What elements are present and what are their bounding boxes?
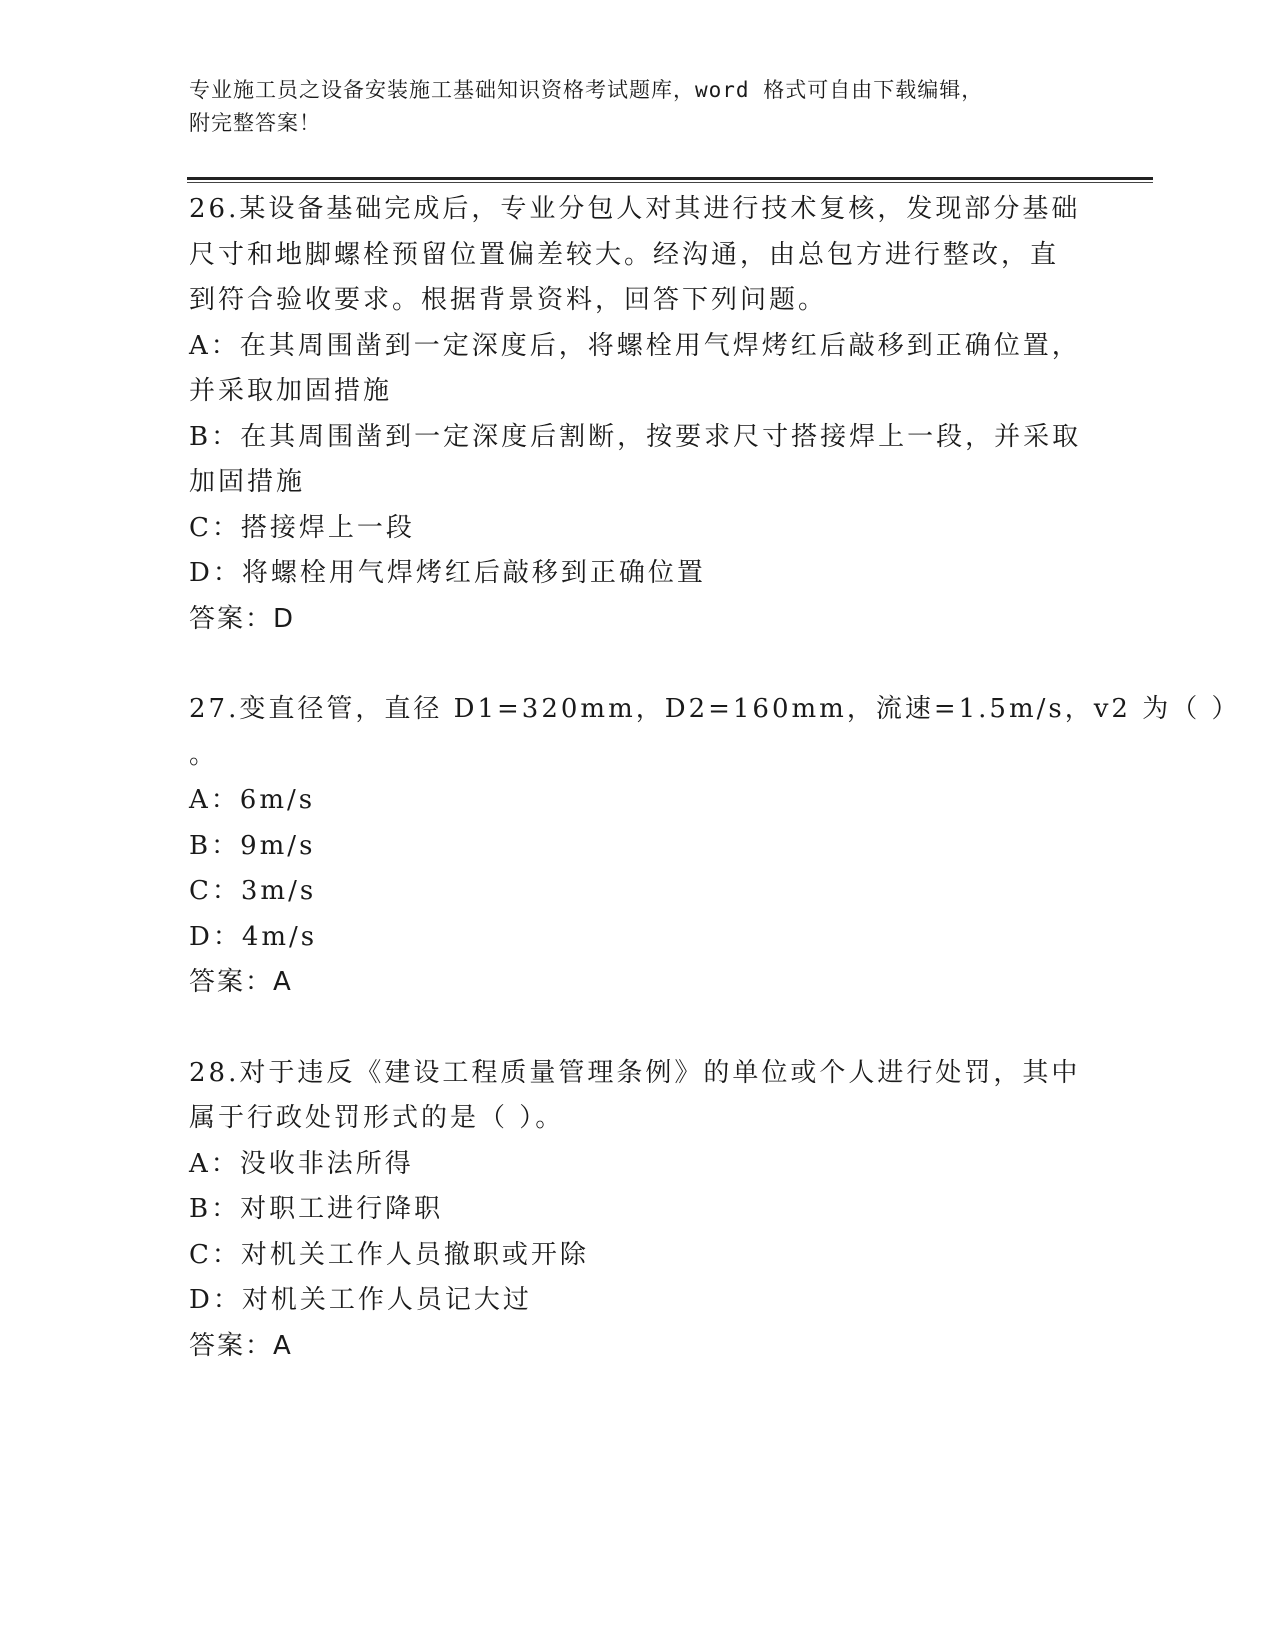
answer-label: 答案：D xyxy=(189,603,296,634)
question-stem-line: 26.某设备基础完成后，专业分包人对其进行技术复核，发现部分基础 xyxy=(189,194,1081,224)
question-stem-line: 到符合验收要求。根据背景资料，回答下列问题。 xyxy=(189,285,828,315)
question-28 xyxy=(189,1051,1089,1370)
header-line: 专业施工员之设备安装施工基础知识资格考试题库，word 格式可自由下载编辑， xyxy=(189,78,984,102)
option-a-continued: 并采取加固措施 xyxy=(189,376,393,406)
option-c: C：搭接焊上一段 xyxy=(189,512,415,543)
option-b-continued: 加固措施 xyxy=(189,467,306,497)
question-list xyxy=(189,187,1241,1369)
option-a: A：没收非法所得 xyxy=(189,1148,414,1179)
option-b: B：9m/s xyxy=(189,830,316,861)
option-d: D：将螺栓用气焊烤红后敲移到正确位置 xyxy=(189,558,706,588)
question-27 xyxy=(189,687,1241,1006)
option-d: D：4m/s xyxy=(189,921,318,952)
question-stem-line: 尺寸和地脚螺栓预留位置偏差较大。经沟通，由总包方进行整改，直 xyxy=(189,239,1060,270)
question-stem-line: 。 xyxy=(189,739,219,770)
question-stem-line: 27.变直径管，直径 D1=320mm，D2=160mm，流速=1.5m/s，v2 为（ ） xyxy=(189,694,1241,724)
header-line: 附完整答案！ xyxy=(189,111,321,135)
answer-label: 答案：A xyxy=(189,967,293,997)
question-stem-line: 28.对于违反《建设工程质量管理条例》的单位或个人进行处罚，其中 xyxy=(189,1057,1081,1088)
header-divider-thick xyxy=(187,177,1153,180)
question-26 xyxy=(189,187,1089,642)
answer-label: 答案：A xyxy=(189,1330,293,1361)
option-b: B：在其周围凿到一定深度后割断，按要求尺寸搭接焊上一段，并采取 xyxy=(189,421,1082,452)
option-a: A：6m/s xyxy=(189,785,316,815)
option-a: A：在其周围凿到一定深度后，将螺栓用气焊烤红后敲移到正确位置， xyxy=(189,330,1081,361)
option-c: C：3m/s xyxy=(189,876,317,906)
option-b: B：对职工进行降职 xyxy=(189,1194,444,1224)
document-header xyxy=(189,74,1069,140)
option-d: D：对机关工作人员记大过 xyxy=(189,1285,532,1315)
option-c: C：对机关工作人员撤职或开除 xyxy=(189,1239,589,1270)
question-stem-line: 属于行政处罚形式的是（ ）。 xyxy=(189,1103,565,1133)
header-divider-thin xyxy=(187,182,1153,183)
